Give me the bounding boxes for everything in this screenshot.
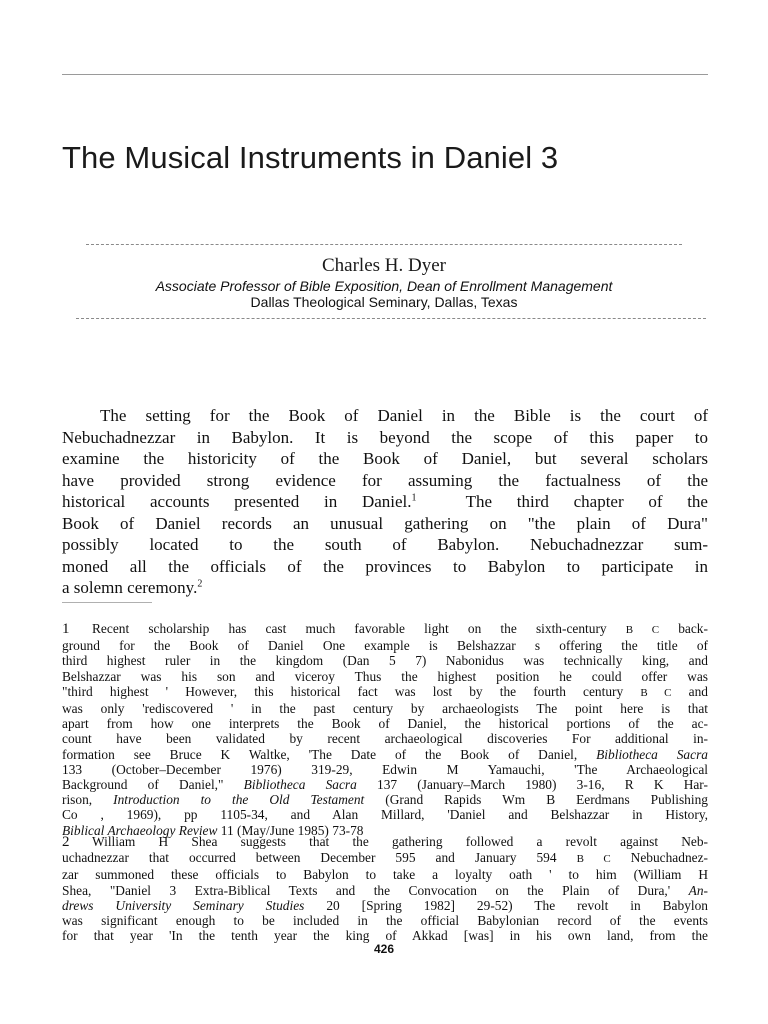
footnote-line: rison, Introduction to the Old Testament (Grand Rapids Wm B Eerdmans Publishing: [62, 792, 708, 808]
body-line: have provided strong evidence for assuming the factualness of the: [62, 470, 708, 490]
body-line-part: historical accounts presented in Daniel.: [62, 492, 412, 511]
footnote-line: count have been validated by recent archaeological discoveries For additional in-: [62, 731, 708, 747]
footnote-number: 2: [62, 834, 70, 850]
author-name: Charles H. Dyer: [322, 255, 446, 276]
footnote-line: uchadnezzar that occurred between December 595 and January 594 B C Nebuchadnez-: [62, 850, 708, 866]
body-line: Book of Daniel records an unusual gathering on "the plain of Dura": [62, 513, 708, 533]
body-line: Nebuchadnezzar in Babylon. It is beyond the scope of this paper to: [62, 427, 708, 447]
footnote-line: apart from how one interprets the Book of Daniel, the historical portions of the ac-: [62, 716, 708, 732]
footnote-number: 1: [62, 621, 70, 637]
author-rule-bottom: [76, 318, 706, 319]
body-line: The setting for the Book of Daniel in the Bible is the court of: [100, 406, 708, 425]
body-paragraph: [62, 405, 708, 599]
footnote-line: Biblical Archaeology Review 11 (May/June 1985) 73-78: [62, 822, 364, 838]
footnote-line: 133 (October–December 1976) 319-29, Edwin M Yamauchi, 'The Archaeological: [62, 761, 708, 777]
body-line: possibly located to the south of Babylon. Nebuchadnezzar sum-: [62, 535, 708, 554]
footnote-line: 1 Recent scholarship has cast much favorable light on the sixth-century B C back-: [62, 621, 708, 637]
footnote-ref-1: 1: [411, 492, 417, 504]
footnote-line: 2 William H Shea suggests that the gathering followed a revolt against Neb-: [62, 834, 708, 850]
footnote-line: third highest ruler in the kingdom (Dan 5 7) Nabonidus was technically king, and: [62, 653, 708, 669]
body-line: [62, 491, 708, 513]
footnote-line: zar summoned these officials to Babylon to take a loyalty oath ' to him (William H: [62, 867, 708, 883]
body-line: moned all the officials of the provinces to Babylon to participate in: [62, 556, 708, 576]
author-affiliation-role: Associate Professor of Bible Exposition, Dean of Enrollment Management: [155, 278, 613, 294]
footnote-line: ground for the Book of Daniel One example is Belshazzar s offering the title of: [62, 638, 708, 654]
footnote-line: for that year 'In the tenth year the king of Akkad [was] in his own land, from the: [62, 928, 708, 944]
author-affiliation-place: Dallas Theological Seminary, Dallas, Texas: [250, 294, 518, 310]
author-rule-top: [86, 244, 682, 245]
footnote-line: drews University Seminary Studies 20 [Spring 1982] 29-52) The revolt in Babylon: [62, 897, 708, 913]
body-line: examine the historicity of the Book of Daniel, but several scholars: [62, 449, 708, 468]
footnote-line: was significant enough to be included in the official Babylonian record of the events: [62, 913, 708, 929]
footnote-2: [62, 834, 708, 943]
page-number: 426: [373, 942, 395, 956]
footnote-line: Shea, "Daniel 3 Extra-Biblical Texts and the Convocation on the Plain of Dura,' An-: [62, 882, 708, 898]
footnote-line: "third highest ' However, this historical fact was lost by the fourth century B C and: [62, 683, 708, 699]
top-rule: [62, 74, 708, 75]
footnote-line: was only 'rediscovered ' in the past century by archaeologists The point here is that: [62, 701, 708, 717]
footnote-ref-2: 2: [197, 578, 203, 590]
footnote-separator: [62, 602, 152, 603]
body-line-part: The third chapter of the: [465, 492, 708, 511]
article-title: The Musical Instruments in Daniel 3: [62, 140, 559, 175]
footnote-line: Background of Daniel," Bibliotheca Sacra 137 (January–March 1980) 3-16, R K Har-: [62, 777, 708, 793]
footnote-1: [62, 621, 708, 838]
body-line: [62, 577, 708, 599]
footnote-line: Belshazzar was his son and viceroy Thus the highest position he could offer was: [62, 668, 708, 684]
footnote-line: formation see Bruce K Waltke, 'The Date of the Book of Daniel, Bibliotheca Sacra: [62, 746, 708, 762]
body-line-part: a solemn ceremony.: [62, 578, 198, 597]
footnote-line: Co , 1969), pp 1105-34, and Alan Millard, 'Daniel and Belshazzar in History,: [62, 807, 708, 823]
